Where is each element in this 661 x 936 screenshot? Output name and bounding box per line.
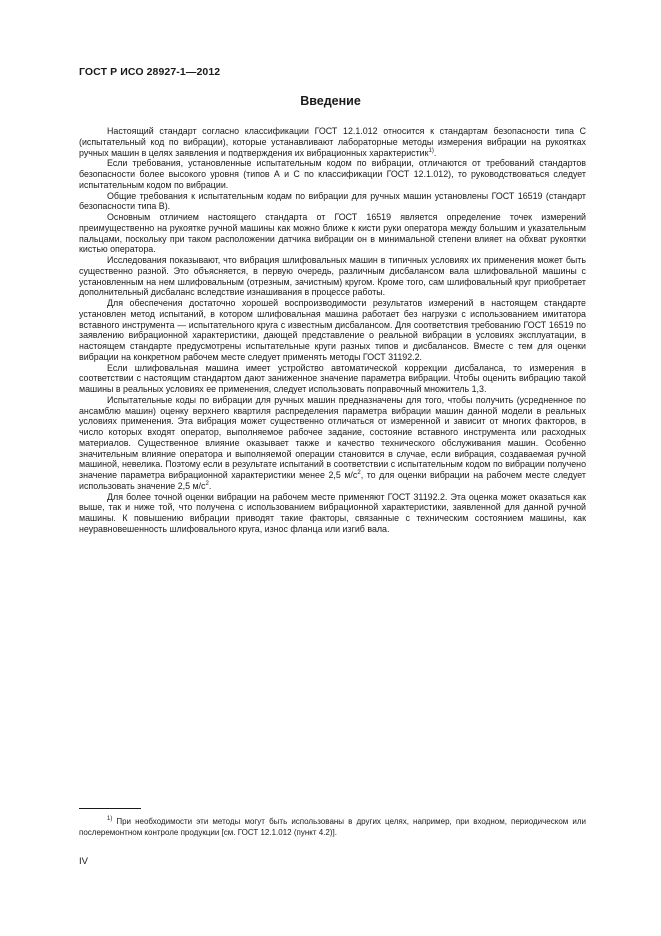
paragraph-end: .: [433, 147, 437, 158]
paragraph: Для более точной оценки вибрации на рабочем месте применяют ГОСТ 31192.2. Эта оценка может оказаться как выше, так и ниже той, что получена с использованием вибрационной характеристики, заявленной для данной ручной машины. К повышению вибрации приводят такие факторы, связанные с техническим состоянием машины, как неуравновешенность шлифовального круга, износ фланца или изгиб вала.: [79, 491, 586, 534]
paragraph-end: .: [208, 480, 212, 491]
paragraph-text-cont: , то для оценки вибрации на рабочем месте следует использовать значение 2,5 м/с: [79, 470, 586, 491]
paragraph: Общие требования к испытательным кодам по вибрации для ручных машин установлены ГОСТ 16519 (стандарт безопасности типа В).: [79, 190, 586, 212]
paragraph-text: Настоящий стандарт согласно классификации ГОСТ 12.1.012 относится к стандартам безопасности типа С (испытательный код по вибрации), которые устанавливают лабораторные методы измерения вибрации на рукоятках ручных машин в целях заявления и подтверждения их вибрационных характеристик: [79, 126, 586, 158]
section-title: Введение: [300, 94, 361, 108]
footnote-separator: [79, 808, 141, 809]
paragraph: Если требования, установленные испытательным кодом по вибрации, отличаются от требований стандартов безопасности более высокого уровня (типов А и С по классификации ГОСТ 12.1.012), то руководствоваться следует испытательным кодом по вибрации.: [79, 158, 586, 190]
paragraph: Для обеспечения достаточно хорошей воспроизводимости результатов измерений в настоящем стандарте установлен метод испытаний, в котором шлифовальная машина работает без нагрузки с использованием имитатора вставного инструмента — испытательного круга с известным дисбалансом. Для соответствия требованию ГОСТ 16519 по заявлению вибрационной характеристики, дающей представление о реальной вибрации в условиях эксплуатации, в настоящем стандарте предусмотрены испытательные круги разных типов и дисбалансов. Вместе с тем для оценки вибрации на конкретном рабочем месте следует применять методы ГОСТ 31192.2.: [79, 298, 586, 362]
paragraph: Исследования показывают, что вибрация шлифовальных машин в типичных условиях их применения может быть существенно разной. Это объясняется, в первую очередь, различным дисбалансом вала шлифовальной машины с установленным на нем шлифовальным (отрезным, зачистным) кругом. Кроме того, сам шлифовальный круг приобретает дополнительный дисбаланс вследствие изнашивания в процессе работы.: [79, 255, 586, 298]
paragraph: [79, 126, 586, 158]
paragraph: Если шлифовальная машина имеет устройство автоматической коррекции дисбаланса, то измерения в соответствии с настоящим стандартом дают заниженное значение параметра вибрации. Чтобы оценить вибрацию такой машины в реальных условиях ее применения, следует использовать поправочный множитель 1,3.: [79, 362, 586, 394]
paragraph: Основным отличием настоящего стандарта от ГОСТ 16519 является определение точек измерений преимущественно на рукоятке ручной машины как можно ближе к кисти руки оператора между большим и указательным пальцами, поскольку при таком расположении датчика вибрации он в минимальной степени влияет на обхват рукоятки кистью оператора.: [79, 212, 586, 255]
paragraph: [79, 395, 586, 492]
running-header: ГОСТ Р ИСО 28927-1—2012: [79, 66, 221, 78]
paragraph-text: Испытательные коды по вибрации для ручных машин предназначены для того, чтобы получить (усредненное по ансамблю машин) оценку верхнего квартиля распределения параметра вибрации машин данной модели в реальных условиях применения. Эта вибрация может существенно отличаться от измеренной и зависит от многих факторов, в число которых входят оператор, выполняемое рабочее задание, состояние вставного инструмента или расходных материалов. Существенное влияние оказывает также и качество технического обслуживания машин. Особенно значительным влияние оператора и выполняемой операции становится в случае, если вибрация, создаваемая ручной машиной, невелика. Поэтому если в результате испытаний в соответствии с испытательным кодом по вибрации получено значение параметра вибрационной характеристики менее 2,5 м/с: [79, 394, 586, 480]
unit-exponent: 2: [357, 470, 361, 477]
footnote: [79, 816, 586, 838]
unit-exponent: 2: [205, 480, 209, 487]
footnote-text: При необходимости эти методы могут быть использованы в других целях, например, при входном, периодическом или послеремонтном контроле продукции [см. ГОСТ 12.1.012 (пункт 4.2)].: [79, 817, 586, 837]
footnote-reference[interactable]: 1): [428, 147, 434, 154]
footnote-number: 1): [107, 816, 113, 823]
body-text: [79, 126, 586, 535]
page-number: IV: [79, 856, 88, 867]
